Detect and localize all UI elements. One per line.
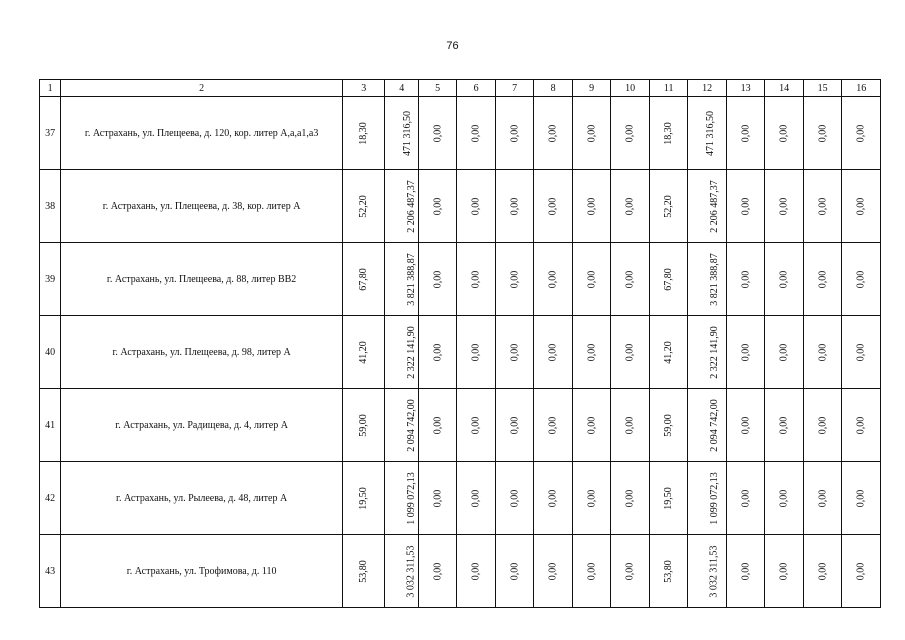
cell-value: 19,50 <box>358 486 370 510</box>
cell-value: 0,00 <box>778 270 790 288</box>
value-cell <box>842 97 881 170</box>
value-cell <box>765 389 804 462</box>
cell-value: 0,00 <box>470 124 482 142</box>
value-cell <box>842 535 881 608</box>
value-cell <box>534 243 573 316</box>
row-number-cell: 39 <box>40 243 61 316</box>
cell-value: 52,20 <box>663 194 675 218</box>
cell-value: 2 206 487,37 <box>406 179 418 233</box>
cell-value: 0,00 <box>432 270 444 288</box>
column-header: 10 <box>611 80 650 97</box>
value-cell <box>649 535 688 608</box>
cell-value: 3 032 311,53 <box>708 544 720 598</box>
cell-value: 0,00 <box>855 416 867 434</box>
value-cell <box>688 97 727 170</box>
value-cell <box>842 462 881 535</box>
table-row <box>40 243 881 316</box>
cell-value: 0,00 <box>432 197 444 215</box>
value-cell <box>572 535 611 608</box>
address-cell: г. Астрахань, ул. Рылеева, д. 48, литер А <box>61 462 343 535</box>
cell-value: 41,20 <box>358 340 370 364</box>
value-cell <box>385 170 418 243</box>
cell-value: 2 094 742,00 <box>709 398 721 452</box>
cell-value: 0,00 <box>509 197 521 215</box>
column-header: 15 <box>803 80 842 97</box>
column-header: 3 <box>342 80 385 97</box>
value-cell <box>726 243 765 316</box>
cell-value: 0,00 <box>470 197 482 215</box>
table-row <box>40 389 881 462</box>
cell-value: 19,50 <box>663 486 675 510</box>
address-cell: г. Астрахань, ул. Плещеева, д. 88, литер ВВ2 <box>61 243 343 316</box>
cell-value: 0,00 <box>624 489 636 507</box>
cell-value: 0,00 <box>740 562 752 580</box>
value-cell <box>495 389 534 462</box>
cell-value: 0,00 <box>432 489 444 507</box>
cell-value: 0,00 <box>740 197 752 215</box>
cell-value: 0,00 <box>509 489 521 507</box>
cell-value: 0,00 <box>470 270 482 288</box>
cell-value: 0,00 <box>740 270 752 288</box>
value-cell <box>842 243 881 316</box>
page-number: 76 <box>446 40 459 52</box>
value-cell <box>726 389 765 462</box>
value-cell <box>457 535 496 608</box>
cell-value: 0,00 <box>817 416 829 434</box>
cell-value: 0,00 <box>547 270 559 288</box>
cell-value: 0,00 <box>778 197 790 215</box>
value-cell <box>418 535 457 608</box>
row-number-cell: 41 <box>40 389 61 462</box>
cell-value: 0,00 <box>624 270 636 288</box>
cell-value: 0,00 <box>547 562 559 580</box>
value-cell <box>534 535 573 608</box>
value-cell <box>495 535 534 608</box>
value-cell <box>457 170 496 243</box>
value-cell <box>765 462 804 535</box>
cell-value: 0,00 <box>624 197 636 215</box>
cell-value: 18,30 <box>358 121 370 145</box>
value-cell <box>611 389 650 462</box>
value-cell <box>688 316 727 389</box>
column-header: 6 <box>457 80 496 97</box>
data-table <box>39 79 881 608</box>
column-header: 16 <box>842 80 881 97</box>
cell-value: 0,00 <box>509 124 521 142</box>
cell-value: 0,00 <box>509 416 521 434</box>
column-header: 2 <box>61 80 343 97</box>
value-cell <box>385 316 418 389</box>
value-cell <box>765 535 804 608</box>
address-cell: г. Астрахань, ул. Трофимова, д. 110 <box>61 535 343 608</box>
value-cell <box>385 462 418 535</box>
value-cell <box>342 389 385 462</box>
cell-value: 0,00 <box>432 562 444 580</box>
cell-value: 0,00 <box>740 124 752 142</box>
cell-value: 0,00 <box>778 416 790 434</box>
cell-value: 0,00 <box>740 416 752 434</box>
value-cell <box>649 316 688 389</box>
value-cell <box>688 462 727 535</box>
column-header: 7 <box>495 80 534 97</box>
cell-value: 2 094 742,00 <box>406 398 418 452</box>
cell-value: 0,00 <box>470 343 482 361</box>
cell-value: 0,00 <box>586 270 598 288</box>
value-cell <box>803 170 842 243</box>
value-cell <box>611 535 650 608</box>
row-number-cell: 38 <box>40 170 61 243</box>
value-cell <box>611 316 650 389</box>
value-cell <box>457 389 496 462</box>
cell-value: 0,00 <box>432 343 444 361</box>
value-cell <box>765 97 804 170</box>
value-cell <box>611 243 650 316</box>
value-cell <box>385 243 418 316</box>
cell-value: 67,80 <box>663 267 675 291</box>
cell-value: 0,00 <box>817 124 829 142</box>
value-cell <box>457 462 496 535</box>
value-cell <box>649 170 688 243</box>
cell-value: 0,00 <box>470 562 482 580</box>
value-cell <box>495 170 534 243</box>
cell-value: 1 099 072,13 <box>709 471 721 525</box>
cell-value: 0,00 <box>817 562 829 580</box>
cell-value: 0,00 <box>855 489 867 507</box>
row-number-cell: 43 <box>40 535 61 608</box>
value-cell <box>572 316 611 389</box>
value-cell <box>342 535 385 608</box>
value-cell <box>495 97 534 170</box>
cell-value: 0,00 <box>432 124 444 142</box>
value-cell <box>842 316 881 389</box>
value-cell <box>495 316 534 389</box>
value-cell <box>342 170 385 243</box>
cell-value: 0,00 <box>778 124 790 142</box>
value-cell <box>649 462 688 535</box>
cell-value: 0,00 <box>586 489 598 507</box>
value-cell <box>765 170 804 243</box>
cell-value: 52,20 <box>358 194 370 218</box>
column-header: 11 <box>649 80 688 97</box>
table-row <box>40 170 881 243</box>
address-cell: г. Астрахань, ул. Плещеева, д. 120, кор. литер А,а,а1,а3 <box>61 97 343 170</box>
cell-value: 0,00 <box>778 343 790 361</box>
column-header: 14 <box>765 80 804 97</box>
value-cell <box>572 97 611 170</box>
cell-value: 3 032 311,53 <box>406 544 418 598</box>
value-cell <box>457 243 496 316</box>
value-cell <box>803 389 842 462</box>
value-cell <box>726 316 765 389</box>
cell-value: 0,00 <box>855 562 867 580</box>
cell-value: 3 821 388,87 <box>709 252 721 306</box>
cell-value: 0,00 <box>509 270 521 288</box>
value-cell <box>611 97 650 170</box>
value-cell <box>457 97 496 170</box>
cell-value: 1 099 072,13 <box>406 471 418 525</box>
value-cell <box>649 243 688 316</box>
cell-value: 0,00 <box>855 343 867 361</box>
row-number-cell: 40 <box>40 316 61 389</box>
value-cell <box>418 243 457 316</box>
cell-value: 0,00 <box>586 562 598 580</box>
cell-value: 67,80 <box>358 267 370 291</box>
value-cell <box>803 243 842 316</box>
value-cell <box>803 97 842 170</box>
column-header: 13 <box>726 80 765 97</box>
cell-value: 0,00 <box>470 416 482 434</box>
value-cell <box>688 389 727 462</box>
cell-value: 53,80 <box>663 559 675 583</box>
value-cell <box>611 170 650 243</box>
cell-value: 471 316,50 <box>402 110 414 156</box>
address-cell: г. Астрахань, ул. Плещеева, д. 98, литер А <box>61 316 343 389</box>
value-cell <box>726 97 765 170</box>
cell-value: 59,00 <box>663 413 675 437</box>
cell-value: 2 206 487,37 <box>709 179 721 233</box>
column-header: 1 <box>40 80 61 97</box>
cell-value: 0,00 <box>855 270 867 288</box>
value-cell <box>726 170 765 243</box>
value-cell <box>342 316 385 389</box>
value-cell <box>534 316 573 389</box>
value-cell <box>803 535 842 608</box>
cell-value: 0,00 <box>547 197 559 215</box>
cell-value: 0,00 <box>624 124 636 142</box>
table-row <box>40 462 881 535</box>
cell-value: 0,00 <box>740 489 752 507</box>
cell-value: 0,00 <box>547 416 559 434</box>
value-cell <box>765 243 804 316</box>
cell-value: 0,00 <box>624 343 636 361</box>
cell-value: 0,00 <box>817 489 829 507</box>
cell-value: 0,00 <box>624 562 636 580</box>
value-cell <box>572 243 611 316</box>
value-cell <box>803 462 842 535</box>
value-cell <box>534 97 573 170</box>
value-cell <box>649 97 688 170</box>
value-cell <box>765 316 804 389</box>
value-cell <box>342 462 385 535</box>
header-row <box>40 80 881 97</box>
value-cell <box>534 389 573 462</box>
address-cell: г. Астрахань, ул. Плещеева, д. 38, кор. литер А <box>61 170 343 243</box>
cell-value: 53,80 <box>358 559 370 583</box>
address-cell: г. Астрахань, ул. Радищева, д. 4, литер А <box>61 389 343 462</box>
value-cell <box>342 243 385 316</box>
cell-value: 59,00 <box>358 413 370 437</box>
value-cell <box>842 170 881 243</box>
value-cell <box>726 462 765 535</box>
value-cell <box>418 389 457 462</box>
cell-value: 41,20 <box>663 340 675 364</box>
column-header: 4 <box>385 80 418 97</box>
row-number-cell: 42 <box>40 462 61 535</box>
cell-value: 0,00 <box>586 343 598 361</box>
cell-value: 3 821 388,87 <box>406 252 418 306</box>
cell-value: 0,00 <box>509 562 521 580</box>
cell-value: 0,00 <box>855 197 867 215</box>
cell-value: 471 316,50 <box>705 110 717 156</box>
value-cell <box>649 389 688 462</box>
value-cell <box>385 535 418 608</box>
cell-value: 0,00 <box>509 343 521 361</box>
value-cell <box>385 389 418 462</box>
cell-value: 0,00 <box>586 197 598 215</box>
cell-value: 0,00 <box>778 562 790 580</box>
value-cell <box>572 170 611 243</box>
value-cell <box>534 170 573 243</box>
value-cell <box>688 170 727 243</box>
cell-value: 0,00 <box>547 343 559 361</box>
cell-value: 0,00 <box>817 197 829 215</box>
value-cell <box>803 316 842 389</box>
cell-value: 0,00 <box>778 489 790 507</box>
value-cell <box>342 97 385 170</box>
value-cell <box>572 389 611 462</box>
value-cell <box>418 462 457 535</box>
value-cell <box>418 97 457 170</box>
cell-value: 0,00 <box>547 489 559 507</box>
cell-value: 0,00 <box>740 343 752 361</box>
value-cell <box>457 316 496 389</box>
table-row <box>40 316 881 389</box>
cell-value: 0,00 <box>432 416 444 434</box>
cell-value: 0,00 <box>624 416 636 434</box>
value-cell <box>611 462 650 535</box>
cell-value: 2 322 141,90 <box>406 325 418 379</box>
value-cell <box>842 389 881 462</box>
cell-value: 0,00 <box>586 124 598 142</box>
cell-value: 0,00 <box>817 270 829 288</box>
value-cell <box>726 535 765 608</box>
value-cell <box>534 462 573 535</box>
column-header: 12 <box>688 80 727 97</box>
value-cell <box>495 243 534 316</box>
value-cell <box>495 462 534 535</box>
value-cell <box>688 535 727 608</box>
cell-value: 18,30 <box>663 121 675 145</box>
value-cell <box>418 316 457 389</box>
cell-value: 0,00 <box>855 124 867 142</box>
table-body <box>40 97 881 608</box>
cell-value: 2 322 141,90 <box>709 325 721 379</box>
value-cell <box>572 462 611 535</box>
column-header: 9 <box>572 80 611 97</box>
value-cell <box>418 170 457 243</box>
cell-value: 0,00 <box>586 416 598 434</box>
row-number-cell: 37 <box>40 97 61 170</box>
column-header: 5 <box>418 80 457 97</box>
cell-value: 0,00 <box>547 124 559 142</box>
column-header: 8 <box>534 80 573 97</box>
value-cell <box>385 97 418 170</box>
cell-value: 0,00 <box>817 343 829 361</box>
cell-value: 0,00 <box>470 489 482 507</box>
value-cell <box>688 243 727 316</box>
table-row <box>40 535 881 608</box>
table-row <box>40 97 881 170</box>
